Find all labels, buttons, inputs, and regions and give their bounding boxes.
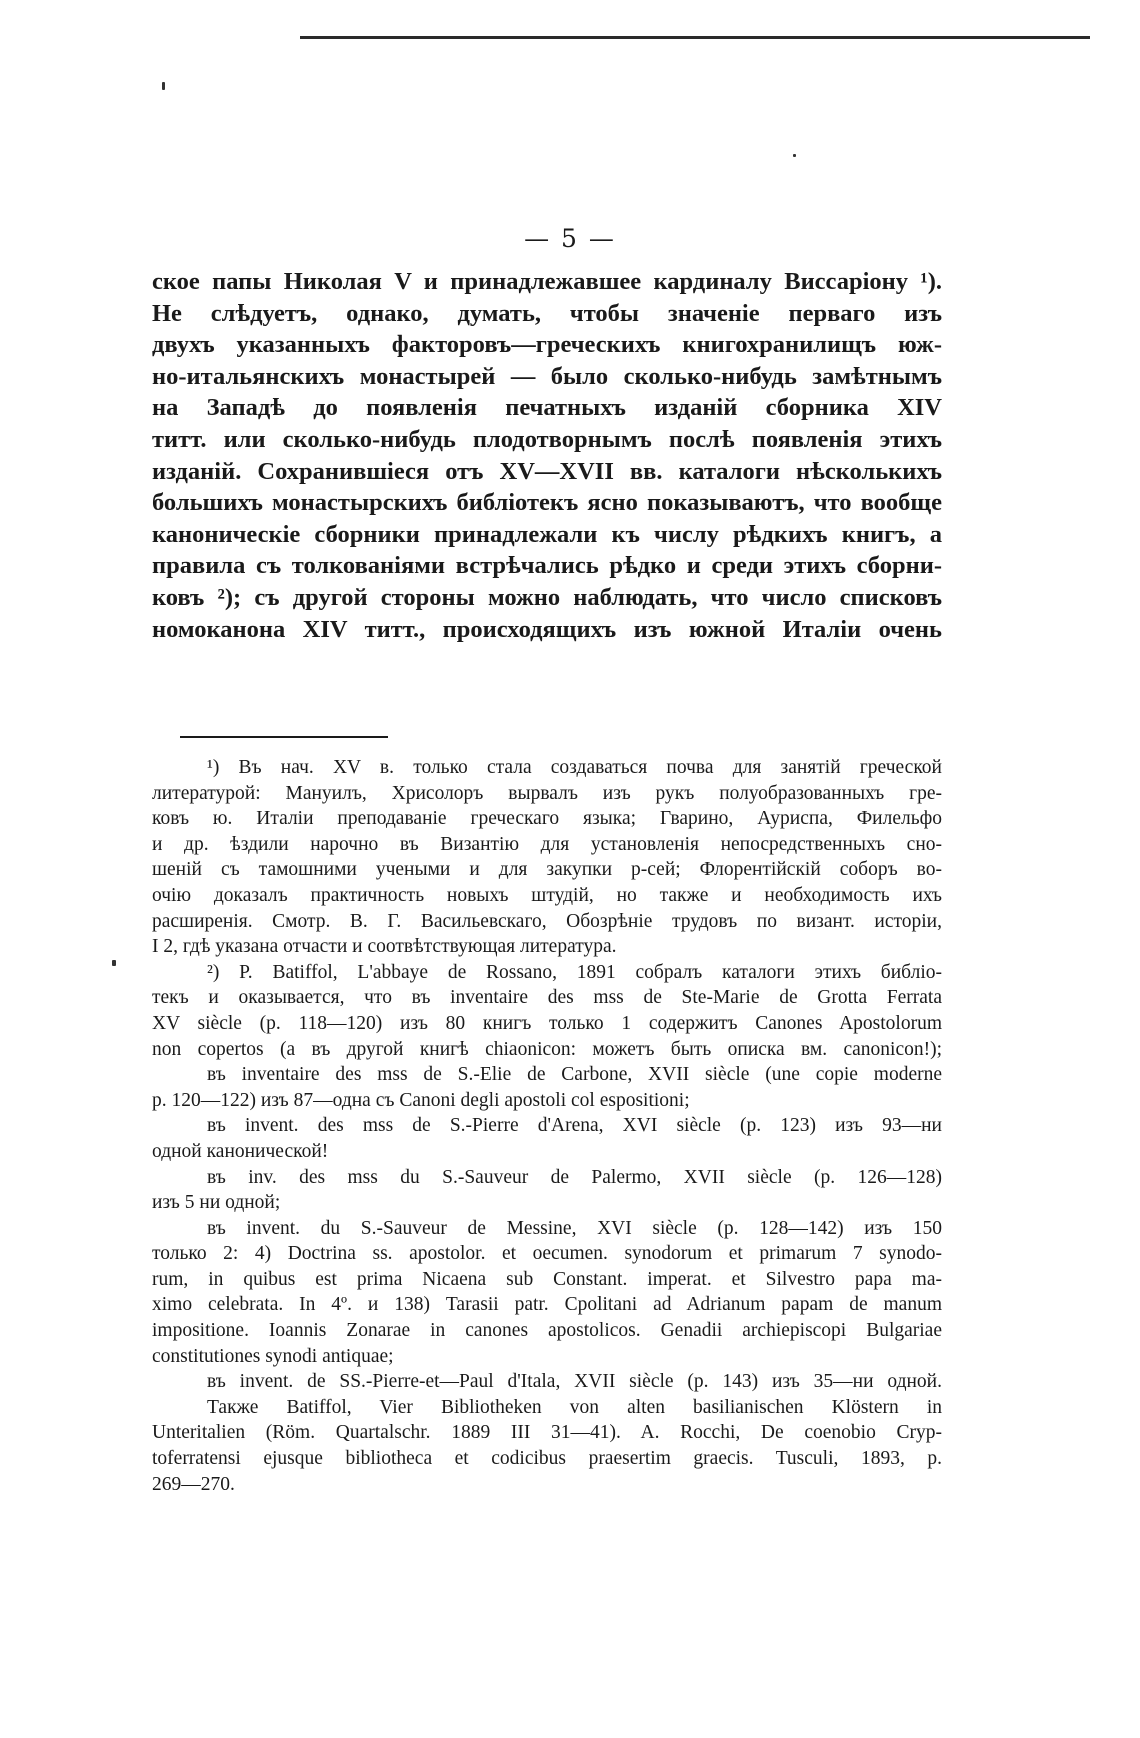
footnotes <box>152 755 942 1497</box>
footnote-line: только 2: 4) Doctrina ss. apostolor. et oecumen. synodorum et primarum 7 synodo- <box>152 1243 942 1265</box>
footnote-line: XV siècle (p. 118—120) изъ 80 книгъ только 1 содержитъ Canones Apostolorum <box>152 1012 942 1034</box>
main-text-line: номоканона XIV титт., происходящихъ изъ южной Италіи очень <box>152 615 942 643</box>
footnote-line: въ inv. des mss du S.-Sauveur de Palermo, XVII siècle (p. 126—128) <box>207 1166 942 1188</box>
main-text-line: изданій. Сохранившіеся отъ XV—XVII вв. каталоги нѣсколькихъ <box>152 457 942 485</box>
footnote-line: Unteritalien (Röm. Quartalschr. 1889 III 31—41). A. Rocchi, De coenobio Cryp- <box>152 1422 942 1444</box>
main-text-line: на Западѣ до появленія печатныхъ изданій сборника XIV <box>152 394 942 422</box>
main-text-line: ское папы Николая V и принадлежавшее кардиналу Виссаріону ¹). <box>152 268 942 295</box>
main-text-line: правила съ толкованіями встрѣчались рѣдко и среди этихъ сборни- <box>152 552 942 580</box>
footnote-line: въ inventaire des mss de S.-Elie de Carbone, XVII siècle (une copie moderne <box>207 1064 942 1086</box>
footnote-line: изъ 5 ни одной; <box>152 1192 281 1214</box>
top-border-rule <box>300 36 1090 39</box>
footnote-line: въ invent. des mss de S.-Pierre d'Arena, XVI siècle (p. 123) изъ 93—ни <box>207 1115 942 1137</box>
main-text-line: но-итальянскихъ монастырей — было сколько-нибудь замѣтнымъ <box>152 362 942 390</box>
page-number: — 5 — <box>524 224 616 253</box>
footnote-line: въ invent. de SS.-Pierre-et—Paul d'Itala, XVII siècle (p. 143) изъ 35—ни одной. <box>207 1371 942 1393</box>
footnote-line: литературой: Мануилъ, Хрисолоръ вырвалъ изъ рукъ полуобразованныхъ гре- <box>152 782 942 804</box>
footnote-line: шеній съ тамошними учеными и для закупки р-сей; Флорентійскій соборъ во- <box>152 859 942 881</box>
footnote-line: ximo celebrata. In 4º. и 138) Tarasii patr. Cpolitani ad Adrianum papam de manum <box>152 1294 942 1316</box>
footnote-line: rum, in quibus est prima Nicaena sub Constant. imperat. et Silvestro papa ma- <box>152 1268 942 1290</box>
footnote-line: constitutiones synodi antiquae; <box>152 1345 394 1367</box>
footnote-separator <box>180 736 388 738</box>
main-text-line: титт. или сколько-нибудь плодотворнымъ послѣ появленія этихъ <box>152 425 942 453</box>
footnote-line: I 2, гдѣ указана отчасти и соотвѣтствующая литература. <box>152 936 617 958</box>
main-text-line: большихъ монастырскихъ библіотекъ ясно показываютъ, что вообще <box>152 489 942 517</box>
scan-speck <box>793 154 796 157</box>
footnote-line: 269—270. <box>152 1473 235 1495</box>
footnote-line: расширенія. Смотр. В. Г. Васильевскаго, Обозрѣніе трудовъ по визант. исторіи, <box>152 910 942 932</box>
footnote-line: p. 120—122) изъ 87—одна съ Canoni degli apostoli col espositioni; <box>152 1089 690 1111</box>
scan-speck <box>112 960 116 966</box>
main-text-line: Не слѣдуетъ, однако, думать, чтобы значеніе перваго изъ <box>152 299 942 327</box>
footnote-line: ²) P. Batiffol, L'abbaye de Rossano, 1891 собралъ каталоги этихъ библіо- <box>207 961 942 983</box>
footnote-line: toferratensi ejusque bibliotheca et codicibus praesertim graecis. Tusculi, 1893, p. <box>152 1448 942 1470</box>
footnote-line: impositione. Ioannis Zonarae in canones apostolicos. Genadii archiepiscopi Bulgariae <box>152 1320 942 1342</box>
main-text-line: каноническіе сборники принадлежали къ числу рѣдкихъ книгъ, а <box>152 520 942 548</box>
footnote-line: Также Batiffol, Vier Bibliotheken von alten basilianischen Klöstern in <box>207 1396 942 1418</box>
main-text-line: ковъ ²); съ другой стороны можно наблюдать, что число списковъ <box>152 583 942 611</box>
footnote-line: и др. ѣздили нарочно въ Византію для установленія непосредственныхъ сно- <box>152 833 942 855</box>
footnote-line: non copertos (а въ другой книгѣ chiaonicon: можетъ быть описка вм. canonicon!); <box>152 1038 942 1060</box>
footnote-line: ковъ ю. Италіи преподаваніе греческаго языка; Гварино, Ауриспа, Филельфо <box>152 808 942 830</box>
footnote-line: ¹) Въ нач. XV в. только стала создаваться почва для занятій греческой <box>207 757 942 778</box>
footnote-line: въ invent. du S.-Sauveur de Messine, XVI siècle (p. 128—142) изъ 150 <box>207 1217 942 1239</box>
footnote-line: очію доказалъ практичность новыхъ штудій, но также и необходимость ихъ <box>152 884 942 906</box>
footnote-line: текъ и оказывается, что въ inventaire des mss de Ste-Marie de Grotta Ferrata <box>152 987 942 1009</box>
footnote-line: одной канонической! <box>152 1140 329 1162</box>
main-text <box>152 266 942 645</box>
scan-speck <box>162 82 165 90</box>
main-text-line: двухъ указанныхъ факторовъ—греческихъ книгохранилищъ юж- <box>152 331 942 359</box>
